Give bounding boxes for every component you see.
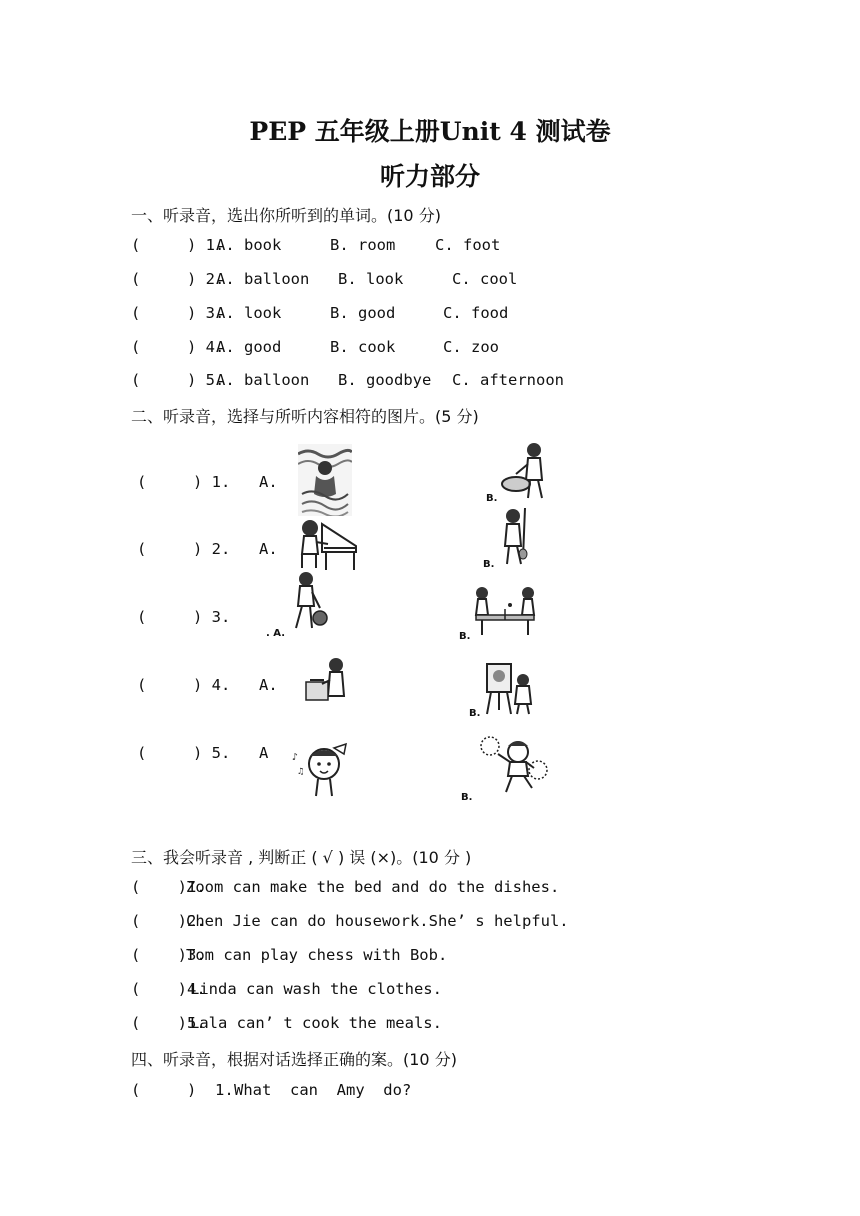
basketball-boy-icon <box>290 570 332 632</box>
item-number: ( ) 1. <box>137 473 231 491</box>
section2-heading: 二、听录音，选择与所听内容相符的图片。(5 分) <box>131 407 479 426</box>
option-c: C. afternoon <box>452 371 564 389</box>
option-a: A. look <box>216 304 282 322</box>
option-a-label: A. <box>259 473 278 491</box>
item-number: ( ) 3. <box>131 304 225 322</box>
option-b: B. look <box>338 270 404 288</box>
item-number: ( ) 1. <box>131 1081 234 1099</box>
option-a: A. book <box>216 236 282 254</box>
question-text: What can Amy do? <box>234 1081 412 1099</box>
statement-text: Lala can’ t cook the meals. <box>190 1014 442 1032</box>
option-b-label: B. <box>469 708 481 719</box>
option-a: A. good <box>216 338 282 356</box>
option-b: B. good <box>330 304 396 322</box>
item-number: ( )1. <box>131 878 206 896</box>
item-number: ( )5. <box>131 1014 206 1032</box>
option-c: C. foot <box>435 236 501 254</box>
item-number: ( )2. <box>131 912 206 930</box>
option-b-label: B. <box>486 493 498 504</box>
singing-girl-icon <box>290 742 356 800</box>
dancing-girl-icon <box>476 736 552 798</box>
statement-text: Linda can wash the clothes. <box>190 980 442 998</box>
option-b-label: B. <box>461 792 473 803</box>
erhu-girl-icon <box>497 506 533 568</box>
item-number: ( )4. <box>131 980 206 998</box>
item-number: ( ) 4. <box>131 338 225 356</box>
option-b-label: B. <box>459 631 471 642</box>
piano-girl-icon <box>298 518 362 574</box>
item-number: ( ) 5. <box>137 744 231 762</box>
cooking-girl-icon <box>304 656 352 702</box>
page-title: PEP 五年级上册Unit 4 测试卷 <box>249 117 611 146</box>
item-number: ( ) 4. <box>137 676 231 694</box>
washing-clothes-girl-icon <box>500 440 548 502</box>
item-number: ( ) 2. <box>137 540 231 558</box>
section3-heading: 三、我会听录音 , 判断正 ( √ ) 误 (×)。(10 分 ) <box>131 848 472 867</box>
option-c: C. food <box>443 304 509 322</box>
svg-text:♪: ♪ <box>292 752 299 763</box>
item-number: ( ) 2. <box>131 270 225 288</box>
swimming-girl-icon <box>298 444 352 516</box>
option-a-label: . A. <box>266 628 286 639</box>
option-a: A. balloon <box>216 371 310 389</box>
statement-text: Zoom can make the bed and do the dishes. <box>186 878 560 896</box>
option-a-label: A. <box>259 540 278 558</box>
option-a-label: A <box>259 744 269 762</box>
option-a: A. balloon <box>216 270 310 288</box>
painting-boy-icon <box>483 660 535 716</box>
statement-text: Tom can play chess with Bob. <box>186 946 448 964</box>
item-number: ( ) 3. <box>137 608 231 626</box>
option-b: B. goodbye <box>338 371 432 389</box>
option-c: C. cool <box>452 270 518 288</box>
item-number: ( ) 5. <box>131 371 225 389</box>
svg-text:♫: ♫ <box>298 767 304 777</box>
option-b: B. cook <box>330 338 396 356</box>
option-b: B. room <box>330 236 396 254</box>
option-b-label: B. <box>483 559 495 570</box>
item-number: ( ) 1. <box>131 236 225 254</box>
item-number: ( )3. <box>131 946 206 964</box>
section1-heading: 一、听录音，选出你所听到的单词。(10 分) <box>131 206 441 225</box>
option-a-label: A. <box>259 676 278 694</box>
page-subtitle: 听力部分 <box>379 162 480 191</box>
statement-text: Chen Jie can do housework.She’ s helpful. <box>186 912 569 930</box>
ping-pong-icon <box>472 585 538 637</box>
section4-heading: 四、听录音，根据对话选择正确的案。(10 分) <box>131 1050 457 1069</box>
option-c: C. zoo <box>443 338 499 356</box>
